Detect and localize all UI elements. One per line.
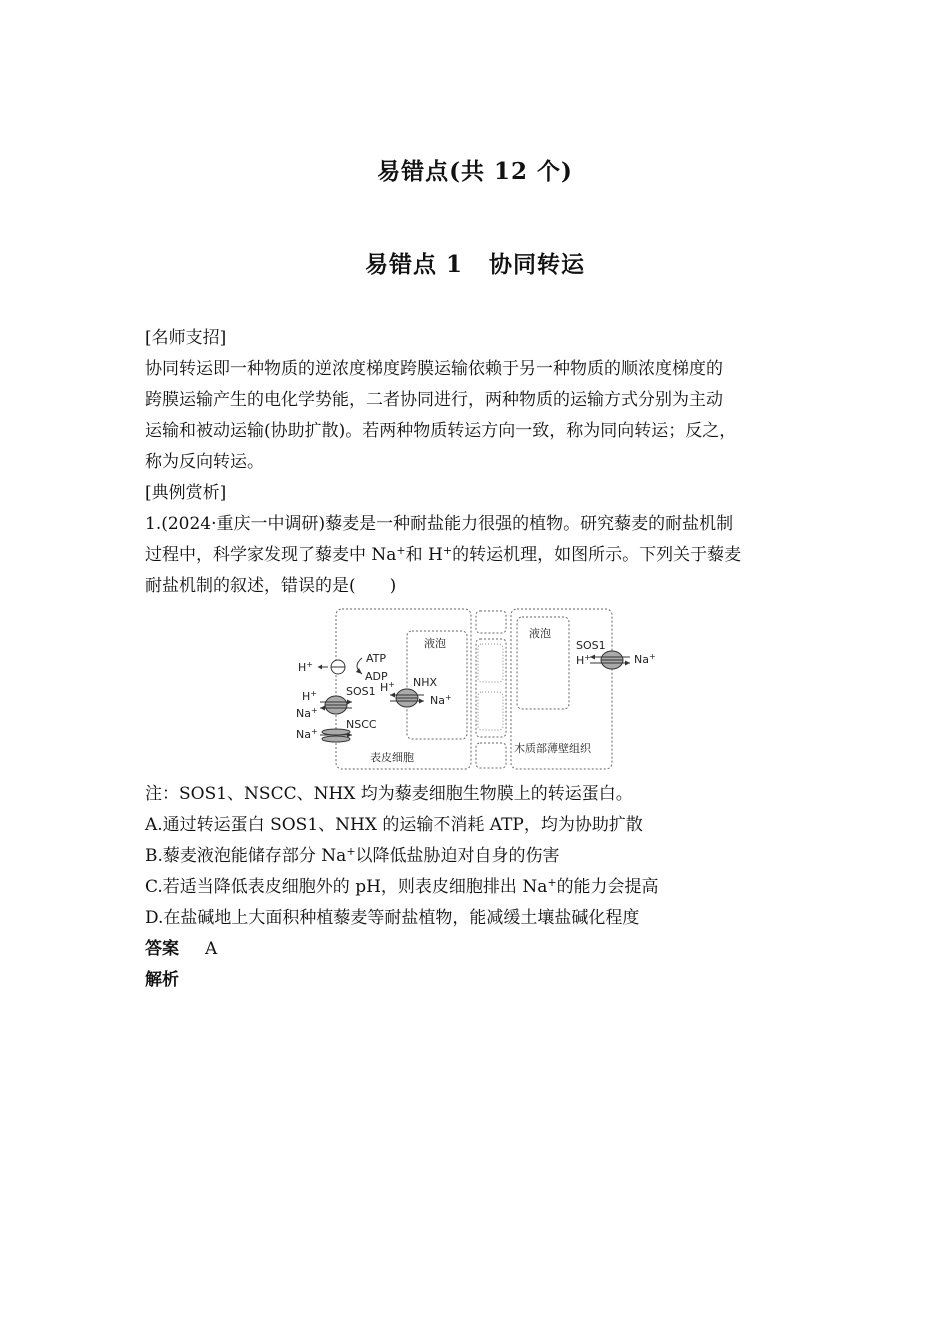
atp-label: ATP bbox=[366, 652, 387, 665]
na-ion-label: Na+ bbox=[296, 706, 318, 720]
question-line-2: 过程中，科学家发现了藜麦中 Na+和 H+的转运机理，如图所示。下列关于藜麦 bbox=[145, 544, 742, 565]
option-d: D.在盐碱地上大面积种植藜麦等耐盐植物，能减缓土壤盐碱化程度 bbox=[145, 908, 640, 928]
middle-cell bbox=[478, 692, 503, 730]
h-ion-label: H+ bbox=[576, 653, 591, 667]
option-a: A.通过转运蛋白 SOS1、NHX 的运输不消耗 ATP，均为协助扩散 bbox=[145, 815, 643, 835]
middle-cell bbox=[478, 644, 503, 682]
question-line-1: 1.(2024·重庆一中调研)藜麦是一种耐盐能力很强的植物。研究藜麦的耐盐机制 bbox=[145, 514, 734, 534]
option-c: C.若适当降低表皮细胞外的 pH，则表皮细胞排出 Na+的能力会提高 bbox=[145, 876, 659, 897]
na-ion-label: Na+ bbox=[430, 693, 452, 707]
h-ion-label: H+ bbox=[302, 689, 317, 703]
h-ion-label: H+ bbox=[380, 680, 395, 694]
middle-cell bbox=[476, 611, 506, 633]
question-line-3: 耐盐机制的叙述，错误的是( ) bbox=[145, 576, 397, 596]
vacuole-right-label: 液泡 bbox=[529, 627, 551, 640]
option-b: B.藜麦液泡能储存部分 Na+以降低盐胁迫对自身的伤害 bbox=[145, 845, 560, 866]
tip-section bbox=[145, 323, 825, 602]
adp-label: ADP bbox=[365, 670, 388, 683]
tip-tag: [名师支招] bbox=[145, 328, 227, 348]
tip-line: 运输和被动运输(协助扩散)。若两种物质转运方向一致，称为同向转运；反之， bbox=[145, 421, 737, 441]
answer bbox=[145, 934, 825, 965]
h-ion-label: H+ bbox=[298, 660, 313, 674]
answer-value: A bbox=[205, 939, 218, 959]
nscc-label: NSCC bbox=[346, 718, 377, 731]
analysis-label: 解析 bbox=[145, 970, 179, 990]
na-ion-label: Na+ bbox=[634, 652, 656, 666]
tip-line: 协同转运即一种物质的逆浓度梯度跨膜运输依赖于另一种物质的顺浓度梯度的 bbox=[145, 359, 723, 379]
section-topic: 协同转运 bbox=[489, 251, 585, 278]
page-heading: 易错点(共 12 个) bbox=[377, 158, 573, 185]
tip-line: 跨膜运输产生的电化学势能，二者协同进行，两种物质的运输方式分别为主动 bbox=[145, 390, 723, 410]
example-tag: [典例赏析] bbox=[145, 483, 227, 503]
section-title bbox=[0, 246, 950, 279]
epidermal-label: 表皮细胞 bbox=[370, 751, 414, 764]
answer-label: 答案 bbox=[145, 939, 179, 959]
nhx-label: NHX bbox=[413, 676, 438, 689]
sos1-right-label: SOS1 bbox=[576, 639, 606, 652]
xylem-label: 木质部薄壁组织 bbox=[514, 742, 591, 755]
na-ion-label: Na+ bbox=[296, 727, 318, 741]
transport-diagram bbox=[290, 604, 666, 774]
tip-line: 称为反向转运。 bbox=[145, 452, 264, 472]
section-label: 易错点 1 bbox=[364, 251, 463, 278]
sos1-left-label: SOS1 bbox=[346, 685, 376, 698]
options-section bbox=[145, 779, 825, 996]
middle-cell bbox=[476, 743, 506, 768]
figure-note: 注：SOS1、NSCC、NHX 均为藜麦细胞生物膜上的转运蛋白。 bbox=[145, 784, 633, 804]
vacuole-left-label: 液泡 bbox=[424, 637, 446, 650]
middle-cell bbox=[476, 639, 506, 737]
